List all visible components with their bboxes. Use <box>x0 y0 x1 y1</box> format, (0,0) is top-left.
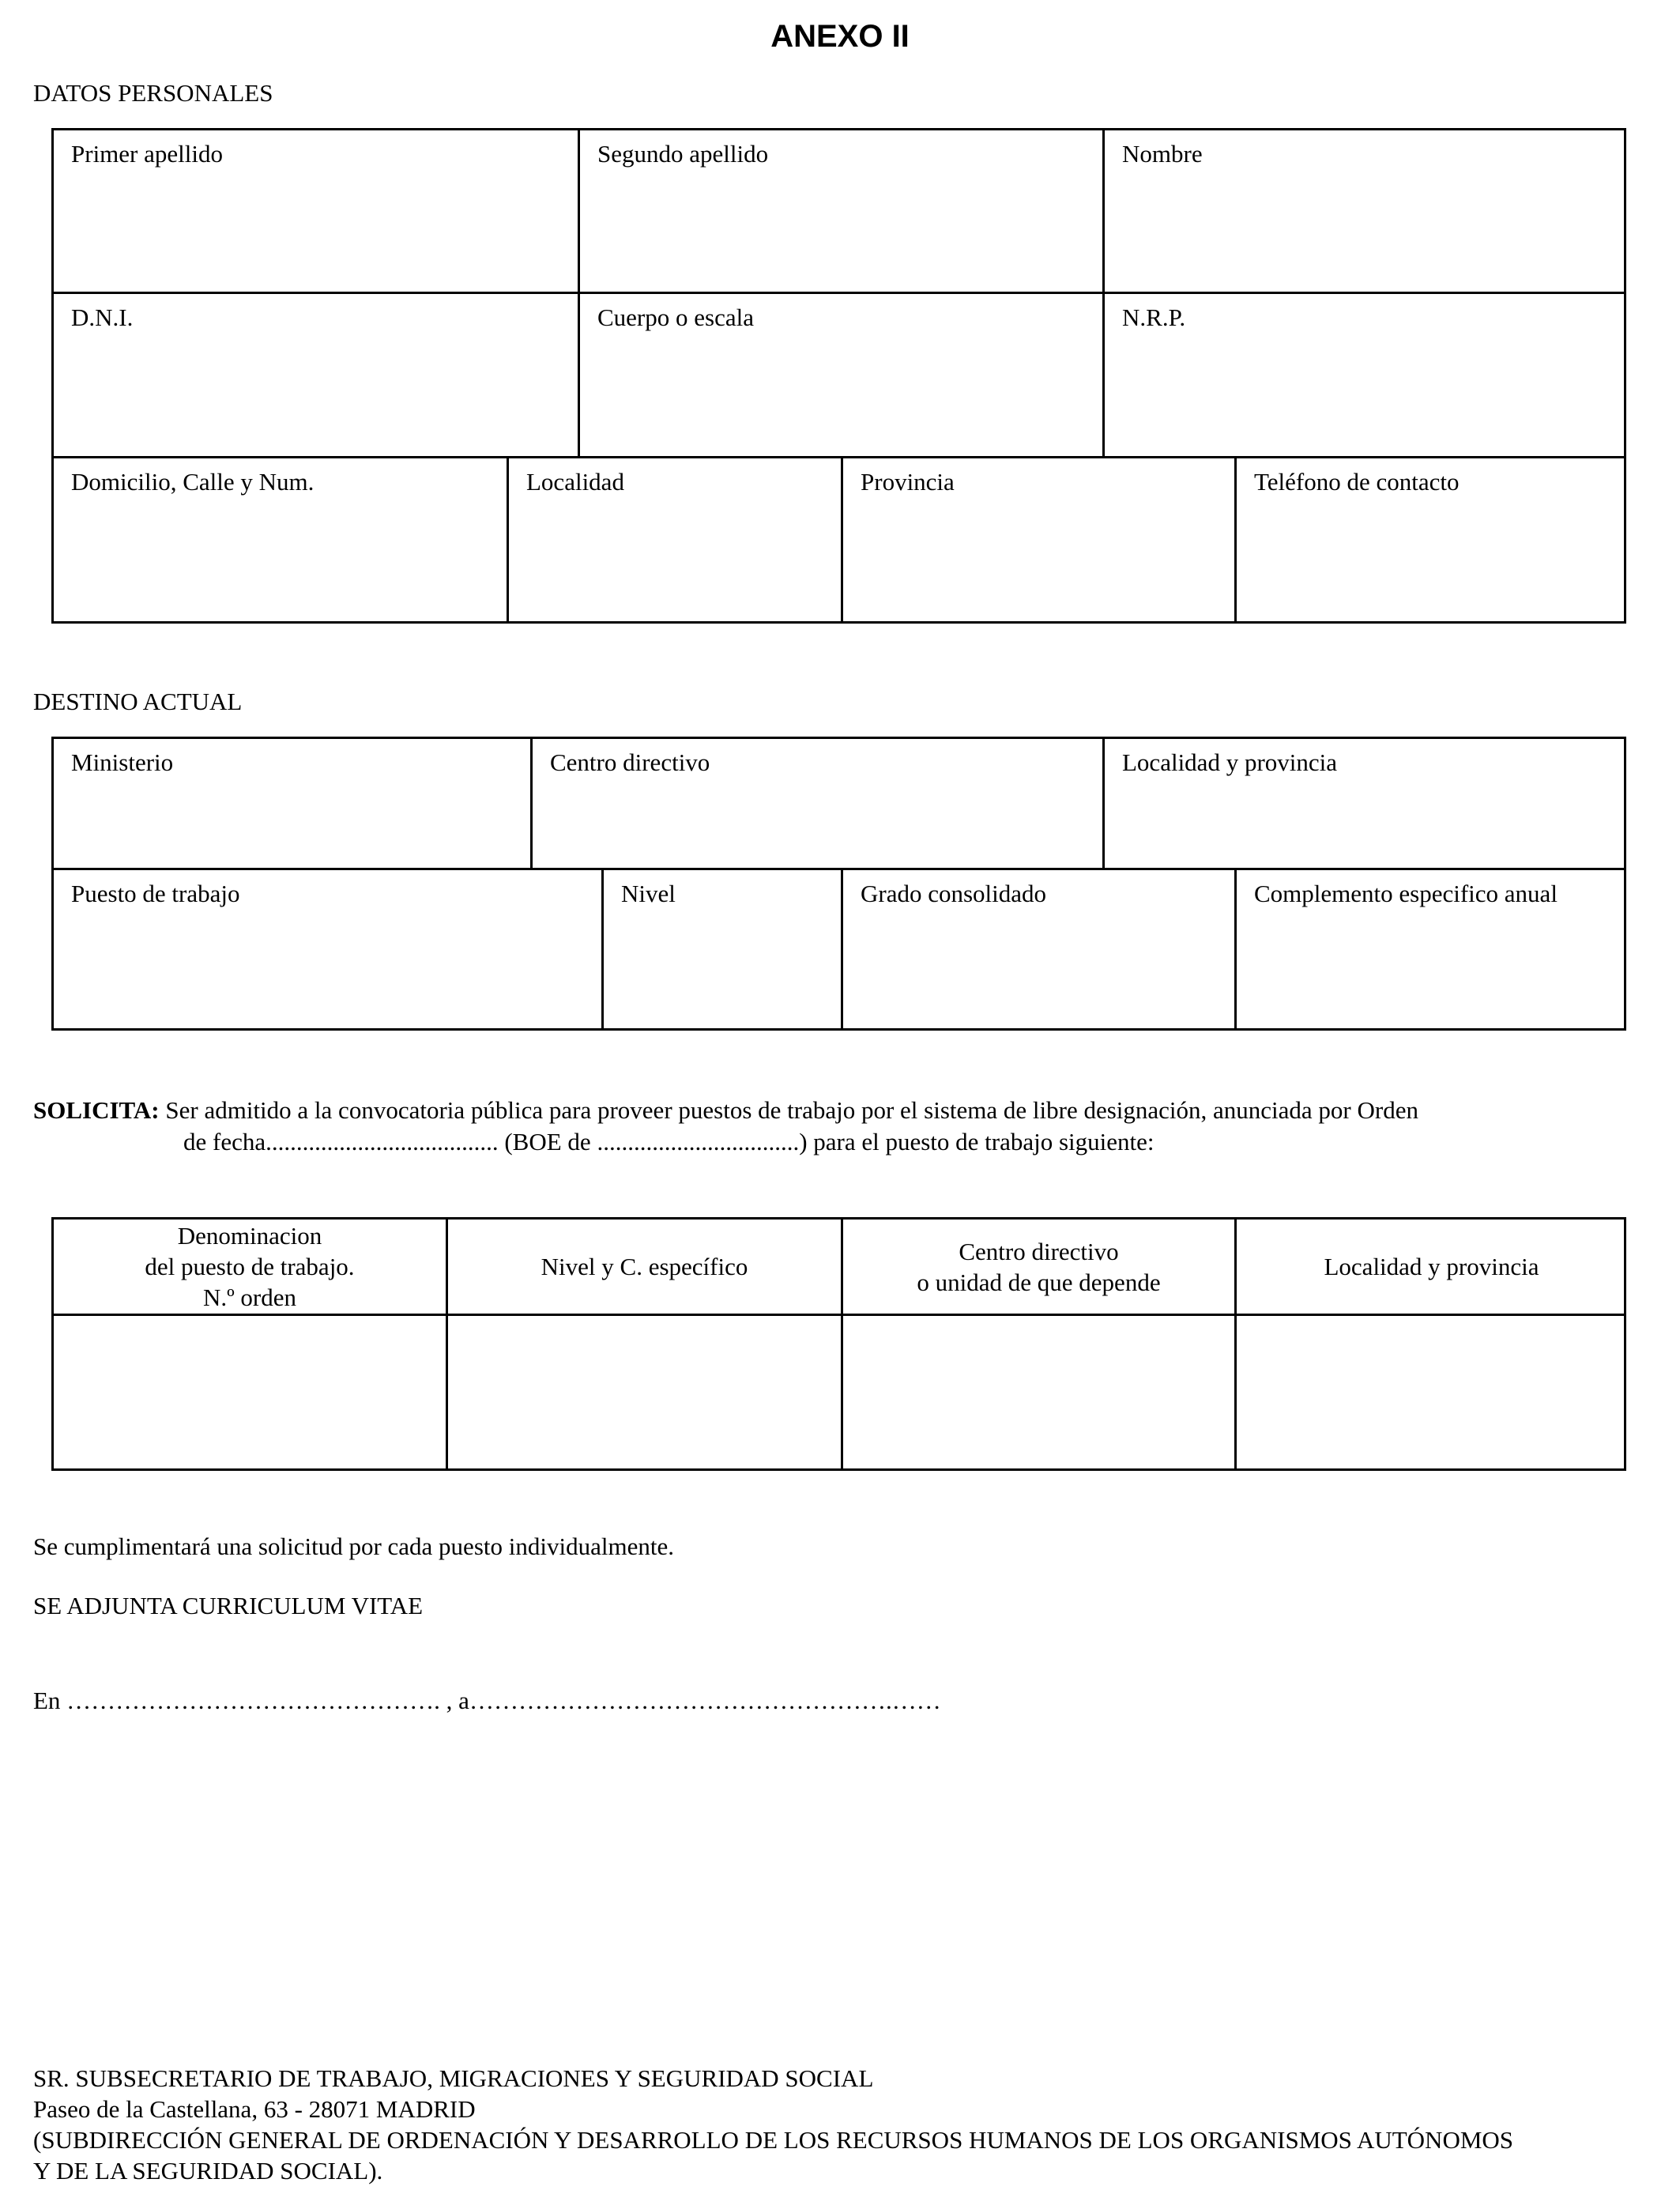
field-segundo-apellido[interactable] <box>580 130 1102 292</box>
addressee-block <box>33 2063 1513 2186</box>
field-dni[interactable] <box>54 294 578 456</box>
field-centro-directivo[interactable] <box>533 739 1102 868</box>
header-line: Nivel y C. específico <box>541 1253 748 1280</box>
department-line: (SUBDIRECCIÓN GENERAL DE ORDENACIÓN Y DESARROLLO DE LOS RECURSOS HUMANOS DE LOS ORGANISMOS AUTÓNOMOS <box>33 2126 1514 2154</box>
field-telefono[interactable] <box>1237 458 1626 624</box>
field-label: D.N.I. <box>71 303 134 331</box>
field-label: Domicilio, Calle y Num. <box>71 468 315 496</box>
header-localidad-provincia <box>1237 1220 1626 1314</box>
field-provincia[interactable] <box>843 458 1234 624</box>
field-label: Provincia <box>861 468 955 496</box>
solicita-text: Ser admitido a la convocatoria pública para proveer puestos de trabajo por el sistema de libre designación, anunciada por Orden <box>159 1096 1418 1124</box>
header-denominacion <box>54 1220 446 1314</box>
section-heading-destino-actual: DESTINO ACTUAL <box>33 688 243 715</box>
field-centro-unidad[interactable] <box>843 1316 1234 1471</box>
addressee-line: SR. SUBSECRETARIO DE TRABAJO, MIGRACIONES Y SEGURIDAD SOCIAL <box>33 2064 874 2092</box>
header-line: del puesto de trabajo. <box>145 1253 355 1280</box>
field-label: Localidad <box>526 468 624 496</box>
field-localidad-provincia[interactable] <box>1105 739 1626 868</box>
header-line: N.º orden <box>202 1284 297 1311</box>
field-label: Localidad y provincia <box>1122 748 1338 776</box>
adjunta-text: SE ADJUNTA CURRICULUM VITAE <box>33 1592 424 1619</box>
field-domicilio[interactable] <box>54 458 507 624</box>
field-complemento-especifico[interactable] <box>1237 870 1626 1031</box>
solicita-text-line2: de fecha...................................... (BOE de .................................) para el puesto de trabajo siguiente: <box>183 1128 1155 1155</box>
field-nrp[interactable] <box>1105 294 1626 456</box>
field-nivel-especifico[interactable] <box>448 1316 841 1471</box>
field-nombre[interactable] <box>1105 130 1626 292</box>
header-line: o unidad de que depende <box>917 1268 1161 1296</box>
solicita-paragraph <box>33 1095 1418 1126</box>
note-text: Se cumplimentará una solicitud por cada puesto individualmente. <box>33 1532 674 1560</box>
field-label: Puesto de trabajo <box>71 880 240 907</box>
field-grado-consolidado[interactable] <box>843 870 1234 1031</box>
department-line: Y DE LA SEGURIDAD SOCIAL). <box>33 2157 383 2185</box>
page-title: ANEXO II <box>770 19 910 54</box>
field-localidad-provincia-puesto[interactable] <box>1237 1316 1626 1471</box>
field-label: Complemento especifico anual <box>1254 880 1558 907</box>
field-label: Nivel <box>621 880 676 907</box>
destino-actual-table <box>51 737 1626 1031</box>
field-label: Nombre <box>1122 140 1203 168</box>
field-label: Ministerio <box>71 748 174 776</box>
header-line: Localidad y provincia <box>1324 1253 1539 1280</box>
field-ministerio[interactable] <box>54 739 530 868</box>
solicita-label: SOLICITA: <box>33 1096 160 1124</box>
field-label: N.R.P. <box>1122 303 1186 331</box>
field-label: Segundo apellido <box>597 140 769 168</box>
field-label: Primer apellido <box>71 140 223 168</box>
field-nivel[interactable] <box>604 870 841 1031</box>
field-localidad[interactable] <box>509 458 841 624</box>
puestos-table <box>51 1217 1626 1471</box>
header-line: Denominacion <box>177 1222 322 1250</box>
field-label: Cuerpo o escala <box>597 303 754 331</box>
field-primer-apellido[interactable] <box>54 130 578 292</box>
header-line: Centro directivo <box>959 1237 1119 1265</box>
section-heading-datos-personales: DATOS PERSONALES <box>33 79 273 107</box>
address-line: Paseo de la Castellana, 63 - 28071 MADRID <box>33 2095 476 2123</box>
datos-personales-table <box>51 128 1626 624</box>
header-nivel-especifico <box>448 1220 841 1314</box>
field-label: Centro directivo <box>550 748 710 776</box>
field-label: Teléfono de contacto <box>1254 468 1460 496</box>
place-date-line[interactable]: En ………………………………………. , a…………………………………………….…… <box>33 1687 941 1714</box>
field-denominacion[interactable] <box>54 1316 446 1471</box>
field-puesto-trabajo[interactable] <box>54 870 601 1031</box>
field-cuerpo-escala[interactable] <box>580 294 1102 456</box>
header-centro-directivo <box>843 1220 1234 1314</box>
field-label: Grado consolidado <box>861 880 1047 907</box>
